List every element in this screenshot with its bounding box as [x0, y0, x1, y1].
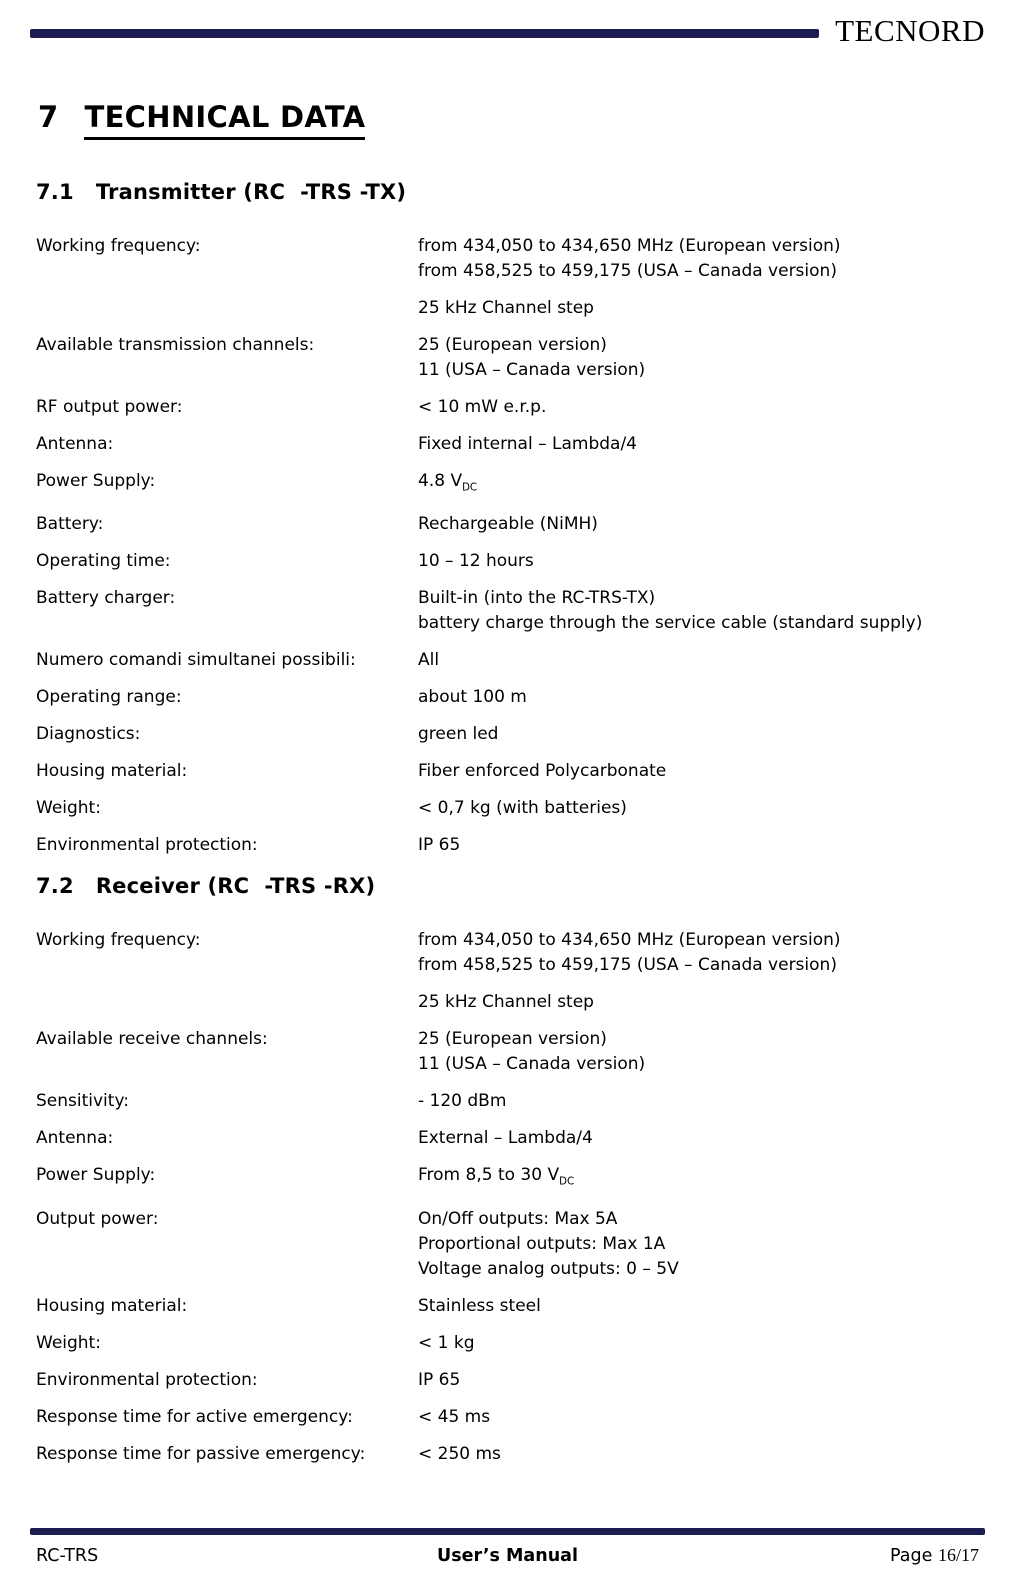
spec-value — [418, 1126, 985, 1151]
spec-label: Working frequency: — [36, 930, 201, 951]
spec-row — [30, 990, 985, 1015]
spec-value-line: from 434,050 to 434,650 MHz (European version) — [418, 236, 841, 257]
spec-value-line: battery charge through the service cable (standard supply) — [418, 613, 923, 634]
spec-value-line: Fiber enforced Polycarbonate — [418, 761, 667, 782]
page-header — [30, 14, 985, 48]
footer-page-label: Page — [890, 1546, 938, 1566]
spec-label: Antenna: — [36, 434, 114, 455]
spec-value — [418, 1207, 985, 1282]
spec-row — [30, 395, 985, 420]
spec-value — [418, 234, 985, 284]
subscript-text: DC — [559, 1176, 575, 1188]
spec-rows — [30, 234, 985, 858]
spec-row — [30, 833, 985, 858]
technical-data — [30, 134, 985, 1479]
spec-row — [30, 685, 985, 710]
spec-value-line: Built-in (into the RC-TRS-TX) — [418, 588, 656, 609]
spec-label: Power Supply: — [36, 471, 156, 492]
spec-value — [418, 512, 985, 537]
spec-value-line: On/Off outputs: Max 5A — [418, 1208, 618, 1229]
spec-label: Environmental protection: — [36, 835, 258, 856]
section-title: Receiver (RC -TRS -RX) — [95, 874, 376, 899]
spec-label — [30, 296, 418, 321]
spec-value — [418, 759, 985, 784]
spec-label: RF output power: — [36, 397, 183, 418]
brand-wordmark: TECNORD — [835, 13, 985, 48]
spec-value — [418, 432, 985, 457]
spec-row — [30, 1027, 985, 1077]
spec-label: Housing material: — [36, 761, 188, 782]
spec-row — [30, 928, 985, 978]
spec-section — [30, 874, 985, 1466]
spec-value — [418, 1442, 985, 1467]
spec-row — [30, 469, 985, 500]
spec-value-line: from 458,525 to 459,175 (USA – Canada version) — [418, 261, 837, 282]
spec-label: Working frequency: — [36, 236, 201, 257]
spec-value-line: 25 kHz Channel step — [418, 992, 594, 1013]
spec-value — [418, 685, 985, 710]
spec-value-line: 25 (European version) — [418, 335, 607, 356]
spec-row — [30, 1442, 985, 1467]
spec-value-line: < 45 ms — [418, 1406, 491, 1427]
spec-label: Output power: — [36, 1208, 159, 1229]
spec-value — [418, 1405, 985, 1430]
spec-row — [30, 432, 985, 457]
spec-value-line: 25 kHz Channel step — [418, 298, 594, 319]
spec-value — [418, 586, 985, 636]
footer-page — [665, 1545, 979, 1566]
spec-row — [30, 1126, 985, 1151]
spec-label: Operating range: — [36, 687, 182, 708]
spec-value-line: IP 65 — [418, 1369, 461, 1390]
section-title: Transmitter (RC -TRS -TX) — [95, 180, 407, 205]
spec-value-line: < 0,7 kg (with batteries) — [418, 798, 627, 819]
spec-row — [30, 549, 985, 574]
spec-value-line: 4.8 $V_{DC}$ — [418, 471, 478, 494]
spec-value — [418, 928, 985, 978]
spec-value-line: 25 (European version) — [418, 1029, 607, 1050]
section-number: 7.2 — [36, 874, 74, 899]
spec-value-line: < 10 mW e.r.p. — [418, 397, 547, 418]
spec-label: Power Supply: — [36, 1165, 156, 1186]
spec-value — [418, 990, 985, 1015]
section-heading — [36, 874, 985, 898]
spec-value — [418, 469, 985, 500]
spec-value-line: about 100 m — [418, 687, 527, 708]
spec-value-line: < 1 kg — [418, 1332, 475, 1353]
spec-row — [30, 796, 985, 821]
spec-value-line: Rechargeable (NiMH) — [418, 514, 598, 535]
section-heading — [36, 180, 985, 204]
spec-value — [418, 1163, 985, 1194]
spec-value-line: - 120 dBm — [418, 1091, 507, 1112]
subscript-text: DC — [462, 482, 478, 494]
spec-value — [418, 1294, 985, 1319]
spec-value — [418, 1331, 985, 1356]
spec-row — [30, 1405, 985, 1430]
spec-row — [30, 759, 985, 784]
page-title-number: 7 — [38, 100, 59, 135]
spec-label: Weight: — [36, 798, 101, 819]
spec-value — [418, 1027, 985, 1077]
page-title-text: TECHNICAL DATA — [84, 100, 365, 140]
spec-value-line: 10 – 12 hours — [418, 551, 534, 572]
spec-label: Numero comandi simultanei possibili: — [36, 650, 356, 671]
footer-manual-title: User’s Manual — [437, 1546, 578, 1566]
footer-doc-name: RC-TRS — [36, 1546, 99, 1566]
spec-row — [30, 586, 985, 636]
spec-value-line: from 458,525 to 459,175 (USA – Canada version) — [418, 955, 837, 976]
spec-value-line: All — [418, 650, 440, 671]
spec-value-line: IP 65 — [418, 835, 461, 856]
header-rule — [30, 29, 819, 38]
spec-value — [418, 833, 985, 858]
spec-value — [418, 1089, 985, 1114]
spec-value-line: Voltage analog outputs: 0 – 5V — [418, 1258, 679, 1279]
spec-row — [30, 1089, 985, 1114]
spec-value — [418, 333, 985, 383]
spec-value-line: Proportional outputs: Max 1A — [418, 1233, 666, 1254]
spec-label: Response time for active emergency: — [36, 1406, 353, 1427]
spec-value — [418, 796, 985, 821]
spec-rows — [30, 928, 985, 1466]
spec-value — [418, 1368, 985, 1393]
spec-value-line: External – Lambda/4 — [418, 1128, 593, 1149]
spec-label: Environmental protection: — [36, 1369, 258, 1390]
section-number: 7.1 — [36, 180, 74, 205]
spec-value-line: From 8,5 to 30 $V_{DC}$ — [418, 1165, 575, 1188]
spec-value-line: 11 (USA – Canada version) — [418, 1054, 646, 1075]
spec-label: Weight: — [36, 1332, 101, 1353]
spec-value — [418, 296, 985, 321]
spec-value-line: from 434,050 to 434,650 MHz (European version) — [418, 930, 841, 951]
spec-row — [30, 1368, 985, 1393]
spec-row — [30, 1207, 985, 1282]
spec-label: Diagnostics: — [36, 724, 141, 745]
spec-value — [418, 549, 985, 574]
spec-label: Battery charger: — [36, 588, 176, 609]
page-title — [38, 100, 985, 134]
footer-row — [30, 1535, 985, 1568]
spec-label: Available transmission channels: — [36, 335, 315, 356]
spec-label: Response time for passive emergency: — [36, 1443, 366, 1464]
spec-row — [30, 1294, 985, 1319]
spec-label: Battery: — [36, 514, 104, 535]
spec-label: Antenna: — [36, 1128, 114, 1149]
spec-section — [30, 180, 985, 858]
spec-row — [30, 296, 985, 321]
page-footer — [30, 1528, 985, 1580]
spec-label: Sensitivity: — [36, 1091, 129, 1112]
spec-label: Housing material: — [36, 1295, 188, 1316]
spec-value-line: green led — [418, 724, 499, 745]
spec-value-line: < 250 ms — [418, 1443, 501, 1464]
spec-value-line: Stainless steel — [418, 1295, 541, 1316]
footer-rule — [30, 1528, 985, 1535]
spec-row — [30, 648, 985, 673]
spec-label: Available receive channels: — [36, 1029, 268, 1050]
spec-value-line: 11 (USA – Canada version) — [418, 360, 646, 381]
spec-value — [418, 648, 985, 673]
spec-value — [418, 722, 985, 747]
spec-row — [30, 333, 985, 383]
spec-value — [418, 395, 985, 420]
spec-row — [30, 234, 985, 284]
spec-label — [30, 990, 418, 1015]
spec-row — [30, 1331, 985, 1356]
spec-row — [30, 1163, 985, 1194]
spec-row — [30, 512, 985, 537]
spec-row — [30, 722, 985, 747]
footer-page-number: 16/17 — [937, 1545, 979, 1565]
spec-value-line: Fixed internal – Lambda/4 — [418, 434, 637, 455]
spec-label: Operating time: — [36, 551, 171, 572]
